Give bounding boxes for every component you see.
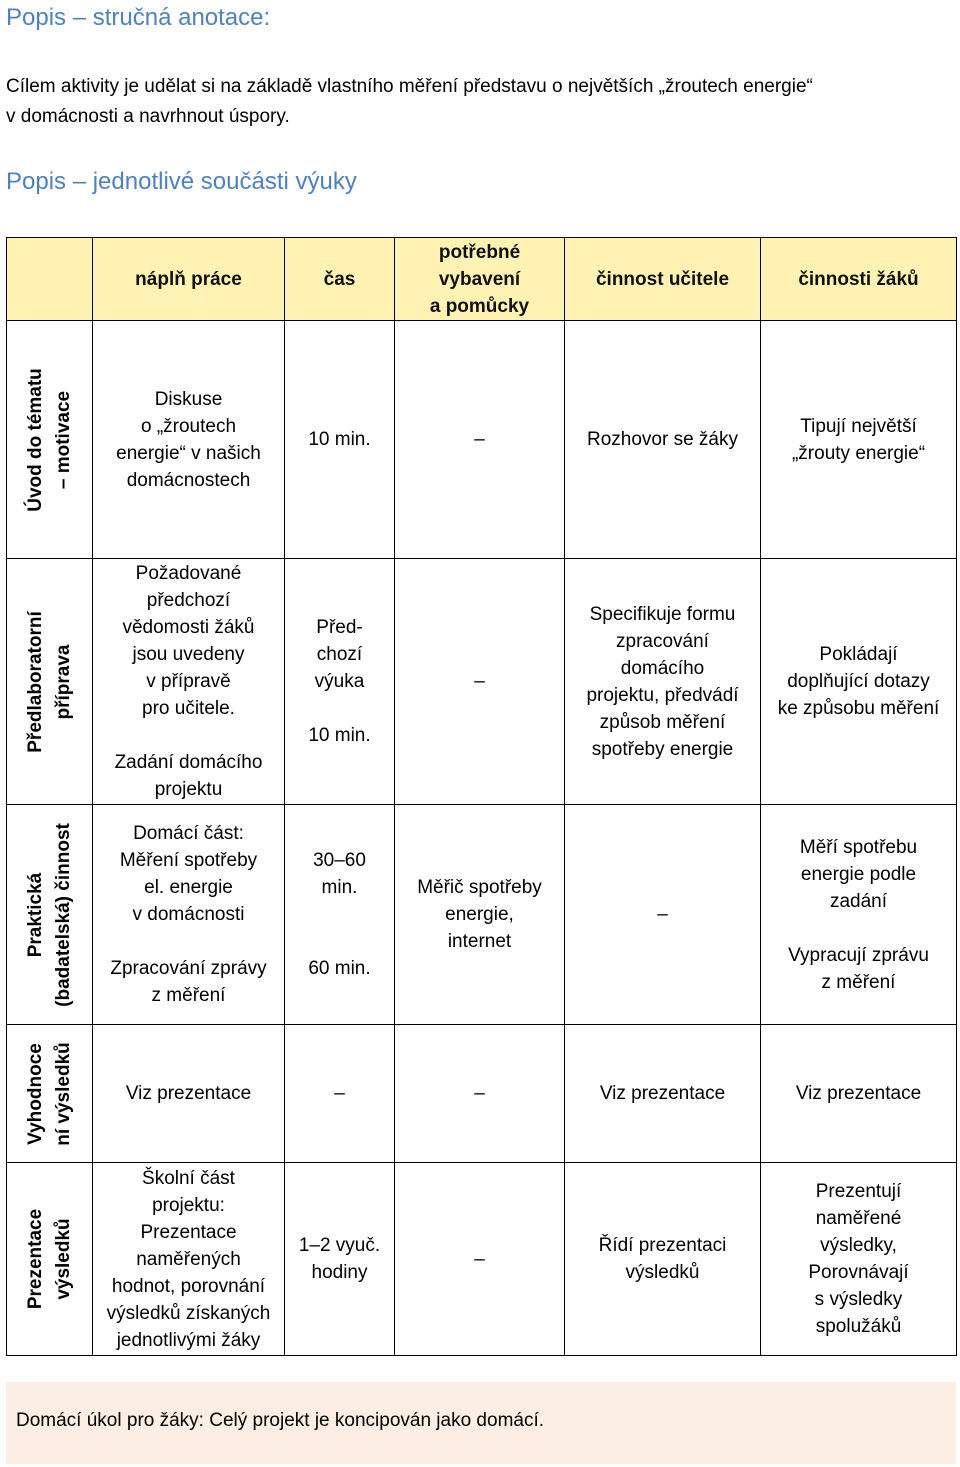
header-vybaveni-line: a pomůcky bbox=[429, 295, 530, 317]
cell-zaci bbox=[761, 1163, 957, 1356]
cell-line: hodnot, porovnání bbox=[111, 1275, 266, 1297]
row-label-prezentace bbox=[7, 1163, 93, 1356]
cell-line: spotřeby energie bbox=[591, 738, 734, 760]
cell-line: Diskuse bbox=[154, 388, 223, 410]
cell-cas bbox=[285, 1025, 395, 1163]
cell-line: Rozhovor se žáky bbox=[586, 429, 738, 450]
header-napln: náplň práce bbox=[93, 238, 285, 321]
cell-line: v přípravě bbox=[146, 671, 231, 692]
cell-napln bbox=[93, 321, 285, 559]
cell-line: „žrouty energie“ bbox=[791, 442, 926, 464]
row-label-vyhodnoceni bbox=[7, 1025, 93, 1163]
cell-line: Měření spotřeby bbox=[119, 850, 258, 871]
annotation-text bbox=[6, 72, 946, 132]
row-label-priprava bbox=[7, 559, 93, 805]
cell-spacer bbox=[289, 928, 390, 955]
cell-line: el. energie bbox=[144, 877, 233, 898]
header-zaci: činnosti žáků bbox=[761, 238, 957, 321]
cell-line: zadání bbox=[829, 890, 888, 912]
row-label-line: – motivace bbox=[52, 390, 74, 489]
header-vybaveni-line: potřebné bbox=[438, 241, 521, 263]
row-label-motivace bbox=[7, 321, 93, 559]
cell-vybaveni bbox=[395, 1025, 565, 1163]
annotation-heading: Popis – stručná anotace: bbox=[6, 4, 271, 31]
cell-line: Zpracování zprávy bbox=[110, 958, 267, 979]
cell-line: energie“ v našich bbox=[116, 442, 261, 464]
cell-line: výsledky, bbox=[820, 1235, 897, 1256]
cell-line: domácnostech bbox=[126, 469, 251, 491]
cell-vybaveni bbox=[395, 321, 565, 559]
row-label-line: Vyhodnoce bbox=[24, 1042, 46, 1145]
cell-line: naměřené bbox=[815, 1208, 902, 1229]
cell-zaci bbox=[761, 321, 957, 559]
row-label-line: ní výsledků bbox=[52, 1041, 74, 1146]
cell-line: Zadání domácího bbox=[114, 752, 263, 773]
cell-line: o „žroutech bbox=[140, 415, 237, 437]
cell-line: 30–60 bbox=[313, 850, 366, 871]
cell-line: – bbox=[474, 429, 485, 450]
cell-ucitel bbox=[565, 1163, 761, 1356]
cell-line: – bbox=[334, 1083, 345, 1104]
cell-line: naměřených bbox=[136, 1248, 241, 1270]
cell-line: Viz prezentace bbox=[599, 1083, 726, 1104]
cell-line: ke způsobu měření bbox=[777, 698, 940, 719]
cell-line: domácího bbox=[620, 657, 705, 679]
cell-vybaveni bbox=[395, 805, 565, 1025]
row-label-line: Předlaboratorní bbox=[24, 610, 46, 753]
cell-line: – bbox=[474, 1248, 485, 1270]
cell-vybaveni bbox=[395, 1163, 565, 1356]
annotation-line-2: v domácnosti a navrhnout úspory. bbox=[6, 106, 290, 127]
lesson-parts-heading: Popis – jednotlivé součásti výuky bbox=[6, 168, 357, 195]
row-label-line: Praktická bbox=[24, 872, 46, 957]
cell-spacer bbox=[97, 722, 280, 749]
cell-line: projektu: bbox=[152, 1194, 225, 1216]
lesson-plan-table bbox=[6, 237, 957, 1356]
header-empty-cell bbox=[7, 238, 93, 321]
cell-line: Pokládají bbox=[819, 644, 898, 665]
cell-spacer bbox=[97, 928, 280, 955]
cell-line: energie podle bbox=[800, 863, 917, 885]
cell-vybaveni bbox=[395, 559, 565, 805]
cell-line: hodiny bbox=[311, 1262, 368, 1283]
cell-line: jsou uvedeny bbox=[132, 644, 245, 665]
cell-line: předchozí bbox=[146, 590, 231, 611]
cell-line: projektu, předvádí bbox=[586, 684, 739, 706]
table-row bbox=[7, 321, 957, 559]
cell-line: zpracování bbox=[616, 630, 709, 652]
cell-napln bbox=[93, 559, 285, 805]
cell-line: Vypracují zprávu bbox=[788, 944, 929, 966]
cell-line: s výsledky bbox=[814, 1289, 903, 1310]
cell-zaci bbox=[761, 1025, 957, 1163]
row-label-line: výsledků bbox=[52, 1218, 74, 1300]
cell-line: spolužáků bbox=[815, 1316, 902, 1337]
annotation-line-1: Cílem aktivity je udělat si na základě vlastního měření představu o největších „žroutech energie“ bbox=[6, 76, 813, 97]
cell-line: v domácnosti bbox=[132, 904, 245, 925]
cell-spacer bbox=[289, 695, 390, 722]
cell-line: projektu bbox=[154, 779, 223, 800]
cell-line: způsob měření bbox=[599, 711, 726, 733]
cell-napln bbox=[93, 1163, 285, 1356]
cell-line: Požadované bbox=[135, 563, 242, 584]
cell-line: chozí bbox=[316, 644, 363, 665]
table-row bbox=[7, 1163, 957, 1356]
cell-spacer bbox=[765, 915, 952, 942]
cell-cas bbox=[285, 559, 395, 805]
homework-box bbox=[6, 1382, 956, 1464]
cell-line: min. bbox=[321, 877, 358, 898]
cell-ucitel bbox=[565, 321, 761, 559]
cell-cas bbox=[285, 1163, 395, 1356]
cell-line: Před- bbox=[316, 617, 363, 638]
cell-line: – bbox=[474, 671, 485, 692]
homework-text: Domácí úkol pro žáky: Celý projekt je koncipován jako domácí. bbox=[16, 1410, 545, 1431]
cell-line: Porovnávají bbox=[808, 1262, 909, 1283]
cell-ucitel bbox=[565, 1025, 761, 1163]
cell-ucitel bbox=[565, 805, 761, 1025]
header-vybaveni-line: vybavení bbox=[438, 268, 521, 290]
cell-line: Řídí prezentaci bbox=[598, 1235, 727, 1256]
table-row bbox=[7, 559, 957, 805]
cell-line: Měří spotřebu bbox=[799, 836, 918, 858]
cell-line: výsledků získaných bbox=[106, 1302, 271, 1324]
cell-line: z měření bbox=[151, 985, 226, 1006]
cell-line: internet bbox=[447, 931, 512, 952]
cell-cas bbox=[285, 805, 395, 1025]
cell-line: výsledků bbox=[625, 1262, 700, 1283]
cell-line: 10 min. bbox=[308, 429, 371, 450]
header-vybaveni bbox=[395, 238, 565, 321]
cell-line: Viz prezentace bbox=[795, 1083, 922, 1104]
cell-line: Prezentace bbox=[140, 1221, 237, 1243]
cell-zaci bbox=[761, 559, 957, 805]
cell-line: energie, bbox=[445, 904, 514, 925]
row-label-line: příprava bbox=[52, 644, 74, 719]
header-cas: čas bbox=[285, 238, 395, 321]
cell-line: jednotlivými žáky bbox=[116, 1329, 261, 1351]
table-row bbox=[7, 805, 957, 1025]
cell-line: Viz prezentace bbox=[125, 1083, 252, 1104]
cell-line: výuka bbox=[314, 671, 365, 692]
cell-line: 1–2 vyuč. bbox=[298, 1235, 381, 1256]
row-label-prakticka bbox=[7, 805, 93, 1025]
row-label-line: Úvod do tématu bbox=[24, 367, 46, 512]
cell-line: – bbox=[657, 904, 668, 925]
cell-line: Školní část bbox=[142, 1167, 235, 1189]
cell-line: pro učitele. bbox=[142, 698, 235, 719]
cell-line: Prezentují bbox=[815, 1181, 902, 1202]
cell-napln bbox=[93, 1025, 285, 1163]
row-label-line: (badatelská) činnost bbox=[52, 822, 74, 1007]
cell-line: doplňující dotazy bbox=[787, 671, 930, 692]
cell-line: vědomosti žáků bbox=[122, 617, 255, 638]
cell-napln bbox=[93, 805, 285, 1025]
row-label-line: Prezentace bbox=[24, 1208, 46, 1310]
cell-line: 60 min. bbox=[308, 958, 371, 979]
cell-line: Specifikuje formu bbox=[589, 603, 736, 625]
cell-cas bbox=[285, 321, 395, 559]
header-ucitel: činnost učitele bbox=[565, 238, 761, 321]
cell-line: Domácí část: bbox=[133, 823, 244, 844]
cell-line: – bbox=[474, 1083, 485, 1104]
cell-spacer bbox=[289, 901, 390, 928]
table-row bbox=[7, 1025, 957, 1163]
cell-ucitel bbox=[565, 559, 761, 805]
cell-line: Tipují největší bbox=[800, 415, 917, 437]
cell-zaci bbox=[761, 805, 957, 1025]
table-header-row bbox=[7, 238, 957, 321]
cell-line: z měření bbox=[821, 971, 896, 993]
cell-line: 10 min. bbox=[308, 725, 371, 746]
cell-line: Měřič spotřeby bbox=[417, 877, 542, 898]
